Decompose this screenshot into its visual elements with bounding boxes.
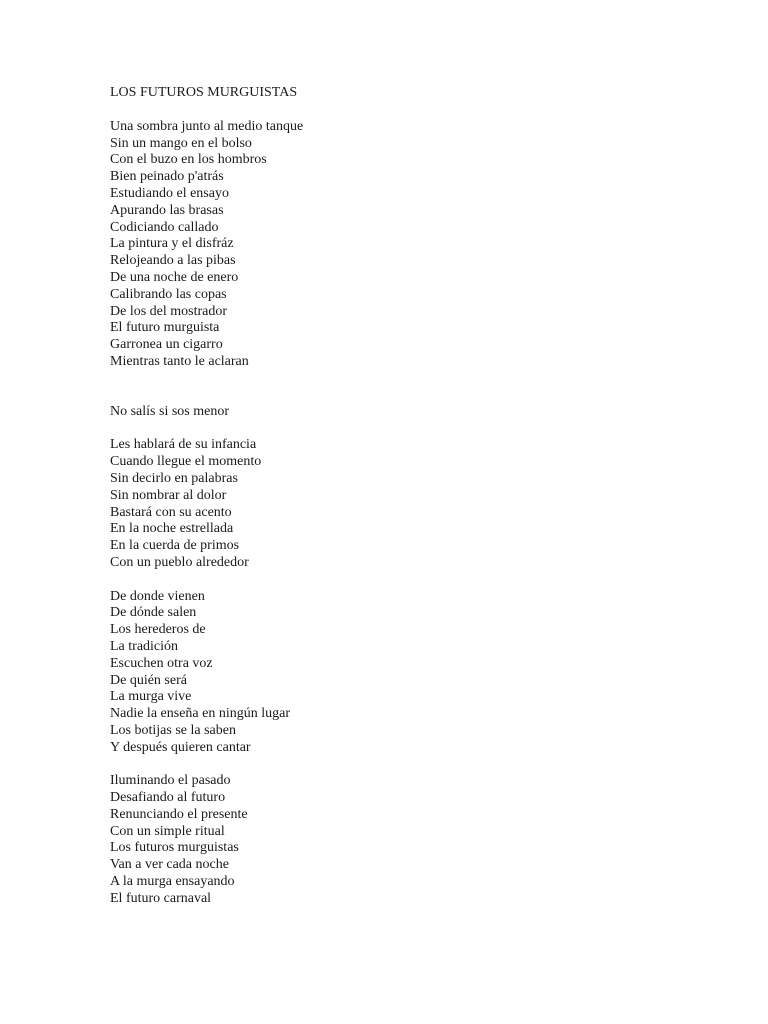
poem-line: Con un pueblo alrededor bbox=[110, 554, 249, 570]
poem-title: LOS FUTUROS MURGUISTAS bbox=[110, 85, 298, 100]
poem-line: A la murga ensayando bbox=[110, 874, 235, 890]
poem-line: En la cuerda de primos bbox=[110, 538, 240, 554]
poem-line: La murga vive bbox=[110, 689, 192, 705]
poem-line: Los futuros murguistas bbox=[110, 840, 239, 856]
poem-line: Los botijas se la saben bbox=[110, 722, 236, 738]
stanza-3 bbox=[110, 437, 710, 571]
poem-line: Desafiando al futuro bbox=[110, 790, 226, 806]
poem-line: Sin nombrar al dolor bbox=[110, 487, 227, 503]
poem-body bbox=[110, 85, 710, 924]
poem-line: Iluminando el pasado bbox=[110, 773, 231, 789]
poem-line: Renunciando el presente bbox=[110, 806, 248, 822]
poem-line: Calibrando las copas bbox=[110, 286, 227, 302]
poem-line: Bastará con su acento bbox=[110, 504, 232, 520]
poem-line: No salís si sos menor bbox=[110, 403, 229, 419]
poem-line: Cuando llegue el momento bbox=[110, 454, 262, 470]
stanza-2 bbox=[110, 404, 710, 421]
poem-line: La pintura y el disfráz bbox=[110, 236, 234, 252]
poem-line: Bien peinado p'atrás bbox=[110, 169, 224, 185]
poem-line: Con el buzo en los hombros bbox=[110, 152, 267, 168]
poem-line: Los herederos de bbox=[110, 622, 206, 638]
poem-line: Y después quieren cantar bbox=[110, 739, 251, 755]
poem-line: El futuro murguista bbox=[110, 320, 220, 336]
poem-line: Relojeando a las pibas bbox=[110, 253, 236, 269]
stanza-4 bbox=[110, 589, 710, 757]
poem-line: Garronea un cigarro bbox=[110, 337, 223, 353]
poem-line: Apurando las brasas bbox=[110, 202, 224, 218]
poem-line: En la noche estrellada bbox=[110, 521, 234, 537]
poem-line: Nadie la enseña en ningún lugar bbox=[110, 706, 290, 722]
poem-line: De los del mostrador bbox=[110, 303, 228, 319]
poem-line: Una sombra junto al medio tanque bbox=[110, 118, 304, 134]
stanza-5 bbox=[110, 773, 710, 907]
poem-line: Con un simple ritual bbox=[110, 823, 225, 839]
poem-line: Escuchen otra voz bbox=[110, 655, 213, 671]
poem-line: Sin decirlo en palabras bbox=[110, 470, 238, 486]
poem-line: De dónde salen bbox=[110, 605, 197, 621]
poem-line: Codiciando callado bbox=[110, 219, 219, 235]
poem-line: De donde vienen bbox=[110, 588, 205, 604]
poem-line: De quién será bbox=[110, 672, 187, 688]
poem-line: Van a ver cada noche bbox=[110, 857, 229, 873]
poem-line: De una noche de enero bbox=[110, 269, 239, 285]
poem-line: Mientras tanto le aclaran bbox=[110, 353, 249, 369]
poem-line: La tradición bbox=[110, 638, 179, 654]
poem-line: El futuro carnaval bbox=[110, 890, 212, 906]
stanza-1 bbox=[110, 119, 710, 371]
poem-line: Les hablará de su infancia bbox=[110, 437, 257, 453]
poem-line: Estudiando el ensayo bbox=[110, 185, 229, 201]
poem-line: Sin un mango en el bolso bbox=[110, 135, 252, 151]
